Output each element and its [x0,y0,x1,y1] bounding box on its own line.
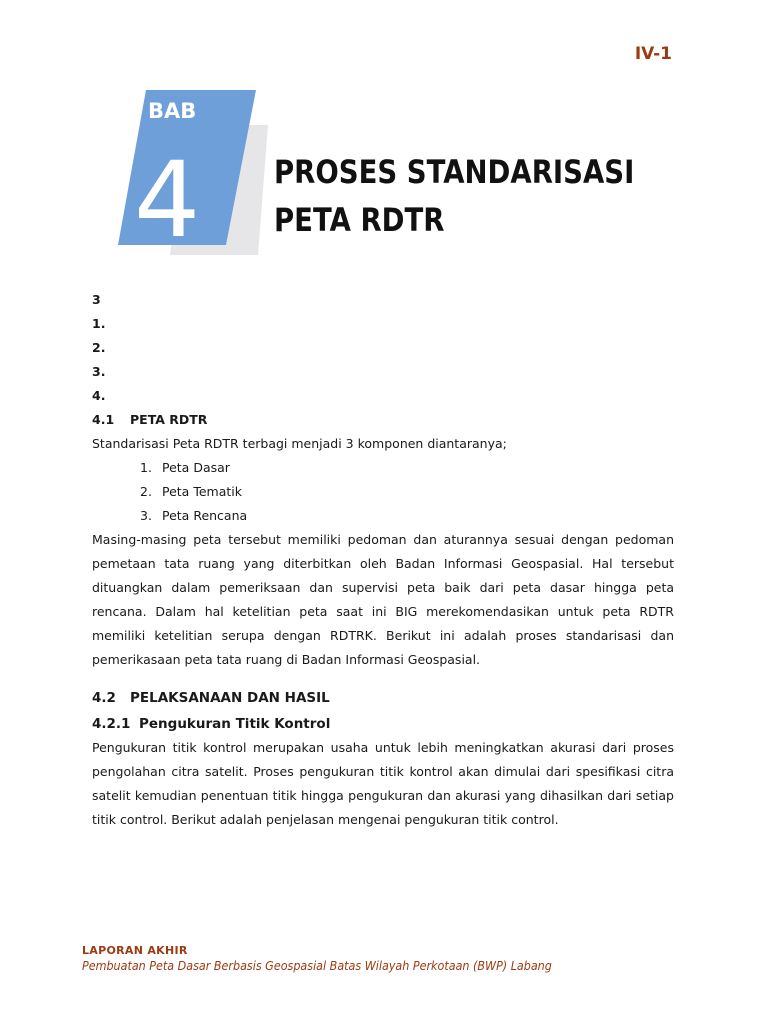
outline-number: 2. [92,340,106,355]
list-item-number: 2. [140,484,152,499]
list-item [140,480,674,504]
chapter-badge [118,90,268,255]
outline-number: 1. [92,316,106,331]
chapter-number: 4 [134,139,201,255]
list-item-label: Peta Tematik [162,484,242,499]
outline-number: 3 [92,292,101,307]
section-heading-4-1 [92,408,674,432]
list-item-number: 1. [140,460,152,475]
subsection-number: 4.2.1 [92,716,131,732]
chapter-label: BAB [148,99,197,123]
subsection-heading-4-2-1 [92,712,674,736]
content [92,288,674,832]
list-item [140,456,674,480]
section-title: PELAKSANAAN DAN HASIL [130,690,330,706]
chapter-badge-graphic [118,90,268,255]
section-intro: Standarisasi Peta RDTR terbagi menjadi 3 komponen diantaranya; [92,436,507,451]
section-paragraph: Masing-masing peta tersebut memiliki pedoman dan aturannya sesuai dengan pedoman pemetaan tata ruang yang diterbitkan oleh Badan Informasi Geospasial. Hal tersebut dituangkan dalam pemeriksaan dan supervisi peta baik dari peta dasar hingga peta rencana. Dalam hal ketelitian peta saat ini BIG merekomendasikan untuk peta RDTR memiliki ketelitian serupa dengan RDTRK. Berikut ini adalah proses standarisasi dan pemerikasaan peta tata ruang di Badan Informasi Geospasial. [92,532,674,667]
footer [82,944,587,973]
subsection-title: Pengukuran Titik Kontrol [139,716,331,732]
chapter-title [274,148,634,244]
section-number: 4.1 [92,412,115,427]
list-item-label: Peta Rencana [162,508,248,523]
section-heading-4-2 [92,686,674,710]
footer-description: Pembuatan Peta Dasar Berbasis Geospasial Batas Wilayah Perkotaan (BWP) Labang [82,959,552,973]
outline-number: 3. [92,364,106,379]
outline-number: 4. [92,388,106,403]
list-item-number: 3. [140,508,152,523]
chapter-title-line-2: PETA RDTR [274,201,445,239]
component-list [92,456,674,528]
list-item-label: Peta Dasar [162,460,230,475]
section-title: PETA RDTR [130,412,208,427]
subsection-paragraph: Pengukuran titik kontrol merupakan usaha untuk lebih meningkatkan akurasi dari proses pengolahan citra satelit. Proses pengukuran titik kontrol akan dimulai dari spesifikasi citra satelit kemudian penentuan titik hingga pengukuran dan akurasi yang dihasilkan dari setiap titik control. Berikut adalah penjelasan mengenai pengukuran titik control. [92,740,674,827]
chapter-title-line-1: PROSES STANDARISASI [274,153,635,191]
list-item [140,504,674,528]
page-number: IV-1 [634,44,672,64]
footer-label: LAPORAN AKHIR [82,944,188,957]
section-number: 4.2 [92,690,116,706]
